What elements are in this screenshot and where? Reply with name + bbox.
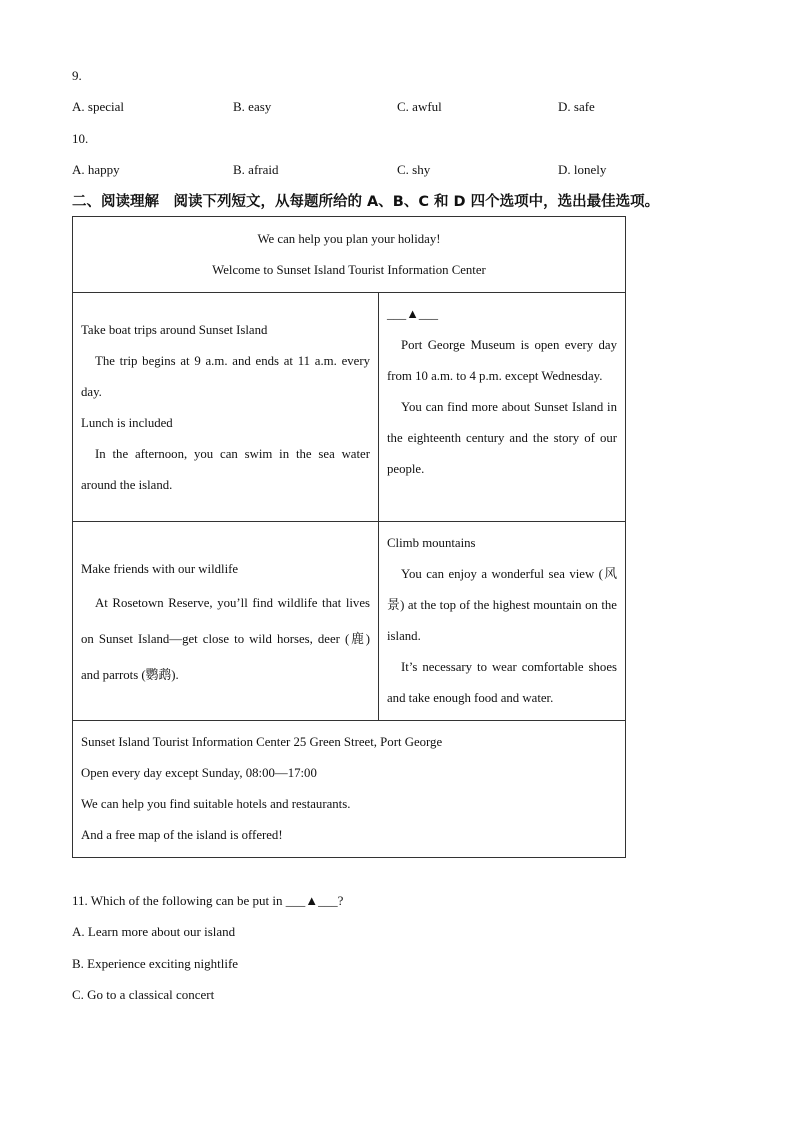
q10-option-c: C. shy xyxy=(397,162,431,177)
q10-option-b: B. afraid xyxy=(233,162,279,177)
info-center-hours: Open every day except Sunday, 08:00—17:00 xyxy=(81,766,317,780)
q10-option-a: A. happy xyxy=(72,162,120,177)
q9-option-c: C. awful xyxy=(397,99,442,114)
mountains-text-2: It’s necessary to wear comfortable shoes and take enough food and water. xyxy=(387,660,617,705)
header-line-2: Welcome to Sunset Island Tourist Information Center xyxy=(212,263,486,277)
tourist-info-table xyxy=(72,216,626,858)
boat-trip-cell xyxy=(73,293,379,522)
museum-cell xyxy=(379,293,626,522)
question-9-number: 9. xyxy=(72,68,82,83)
museum-blank: ___▲___ xyxy=(387,307,439,321)
q9-option-a: A. special xyxy=(72,99,124,114)
museum-text-1: Port George Museum is open every day from 10 a.m. to 4 p.m. except Wednesday. xyxy=(387,338,617,383)
wildlife-cell xyxy=(73,522,379,721)
museum-text-2: You can find more about Sunset Island in the eighteenth century and the story of our people. xyxy=(387,400,617,476)
wildlife-title: Make friends with our wildlife xyxy=(81,562,239,576)
info-center-hotels: We can help you find suitable hotels and restaurants. xyxy=(81,797,351,811)
question-11-stem: 11. Which of the following can be put in ___▲___? xyxy=(72,893,344,908)
table-header-cell xyxy=(73,217,626,293)
section-heading: 二、阅读理解 阅读下列短文，从每题所给的 A、B、C 和 D 四个选项中，选出最佳选项。 xyxy=(72,194,660,210)
boat-trip-text-1: The trip begins at 9 a.m. and ends at 11 a.m. every day. xyxy=(81,354,370,399)
q11-option-b: B. Experience exciting nightlife xyxy=(72,956,239,971)
wildlife-text: At Rosetown Reserve, you’ll find wildlife that lives on Sunset Island—get close to wild horses, deer (鹿) and parrots (鹦鹉). xyxy=(81,596,370,682)
q9-option-d: D. safe xyxy=(558,99,595,114)
q9-option-b: B. easy xyxy=(233,99,272,114)
mountains-text-1: You can enjoy a wonderful sea view (风景) at the top of the highest mountain on the island. xyxy=(387,567,617,643)
boat-trip-text-3: In the afternoon, you can swim in the sea water around the island. xyxy=(81,447,370,492)
mountains-title: Climb mountains xyxy=(387,536,476,550)
info-center-address: Sunset Island Tourist Information Center 25 Green Street, Port George xyxy=(81,735,443,749)
header-line-1: We can help you plan your holiday! xyxy=(257,232,441,246)
boat-trip-text-2: Lunch is included xyxy=(81,416,173,430)
boat-trip-title: Take boat trips around Sunset Island xyxy=(81,323,268,337)
info-center-map: And a free map of the island is offered! xyxy=(81,828,283,842)
info-center-cell xyxy=(73,721,626,858)
q11-option-a: A. Learn more about our island xyxy=(72,924,236,939)
q10-option-d: D. lonely xyxy=(558,162,607,177)
mountains-cell xyxy=(379,522,626,721)
q11-option-c: C. Go to a classical concert xyxy=(72,987,215,1002)
question-10-number: 10. xyxy=(72,131,89,146)
